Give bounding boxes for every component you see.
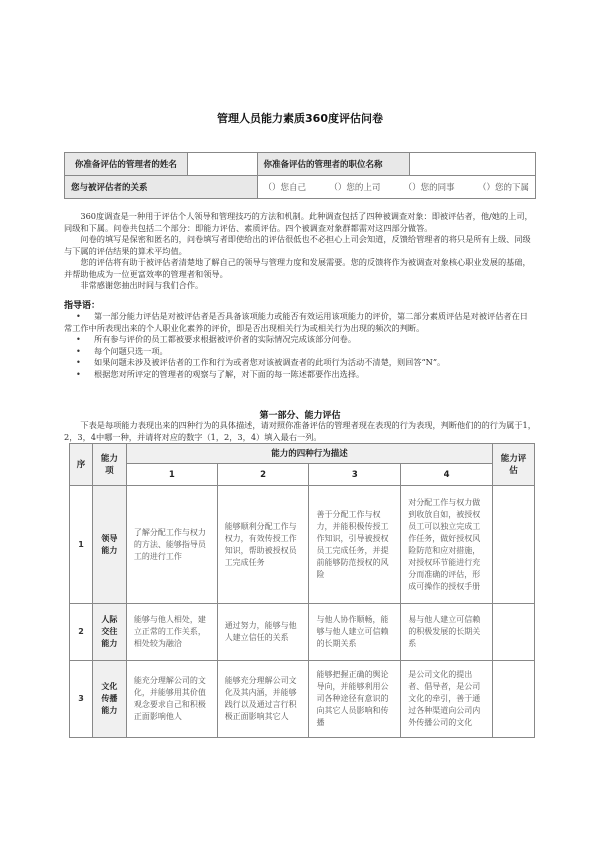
ability-table <box>69 443 535 738</box>
behavior-3: 与他人协作顺畅，能够与他人建立可信赖的长期关系 <box>309 604 401 661</box>
name-label: 你准备评估的管理者的姓名 <box>65 153 188 176</box>
row-no: 3 <box>70 661 93 738</box>
table-row <box>70 604 535 661</box>
guide-item: • 每个问题只选一项。 <box>64 346 536 358</box>
row-ability: 文化传播能力 <box>92 661 126 738</box>
page-title: 管理人员能力素质360度评估问卷 <box>217 112 383 125</box>
evaluatee-info-table <box>64 152 536 199</box>
behavior-1: 了解分配工作与权力的方法、能够指导员工的进行工作 <box>126 486 217 604</box>
intro-paragraph: 360度调查是一种用于评估个人领导和管理技巧的方法和机制。此种调查包括了四种被调查对象：即被评估者，他/她的上司，同级和下属。问卷共包括二个部分：即能力评估、素质评估。四个被调查对象群都需对这四部分做答。 <box>64 211 533 233</box>
guide-title: 指导语： <box>64 301 101 311</box>
section-desc-text: 下表是每项能力表现出来的四种行为的具体描述，请对照你准备评估的管理者现在表现的行为表现，判断他们的的行为属于1，2，3，4中哪一种，并请将对应的数字（1，2，3，4）填入最右一列。 <box>64 420 536 442</box>
behavior-1: 能够与他人相处，建立正常的工作关系，相处较为融洽 <box>126 604 217 661</box>
guide-item: • 根据您对所评定的管理者的观察与了解，对下面的每一陈述都要作出选择。 <box>64 369 536 381</box>
row-ability: 领导能力 <box>92 486 126 604</box>
option-peer[interactable]: （）您的同事 <box>403 183 455 193</box>
row-ability: 人际交往能力 <box>92 604 126 661</box>
behavior-4: 是公司文化的提出者、倡导者，是公司文化的牵引，善于通过各种渠道向公司内外传播公司的文化 <box>401 661 493 738</box>
rating-cell[interactable] <box>493 604 535 661</box>
guide-item: • 如果问题未涉及被评估者的工作和行为或者您对该被调查者的此项行为活动不清楚，则回答“N”。 <box>64 357 536 369</box>
behavior-2: 能够充分理解公司文化及其内涵，并能够践行以及通过言行积极正面影响其它人 <box>217 661 309 738</box>
header-level-3: 3 <box>309 464 401 486</box>
rating-cell[interactable] <box>493 661 535 738</box>
behavior-4: 对分配工作与权力做到收放自如，被授权员工可以独立完成工作任务，做好授权风险防范和应对措施，对授权环节能进行充分而准确的评估，形成可操作的授权手册 <box>401 486 493 604</box>
behavior-3: 善于分配工作与权力，并能积极传授工作知识，引导被授权员工完成任务，并提前能够防范授权的风险 <box>309 486 401 604</box>
behavior-2: 能够顺利分配工作与权力，有效传授工作知识，帮助被授权员工完成任务 <box>217 486 309 604</box>
header-level-2: 2 <box>217 464 309 486</box>
option-superior[interactable]: （）您的上司 <box>329 183 381 193</box>
guide-item: • 第一部分能力评估是对被评估者是否具备该项能力或能否有效运用该项能力的评价，第二部分素质评估是对被评估者在日常工作中所表现出来的个人职业化素养的评价，即是否出现相关行为或相关行为出现的频次的判断。 <box>64 311 536 334</box>
intro-paragraph: 非常感谢您抽出时间与我们合作。 <box>80 280 204 290</box>
relation-label: 您与被评估者的关系 <box>65 176 258 199</box>
intro <box>64 211 536 292</box>
row-no: 2 <box>70 604 93 661</box>
row-no: 1 <box>70 486 93 604</box>
guide-item: • 所有参与评价的员工都被要求根据被评价者的实际情况完成该部分问卷。 <box>64 334 536 346</box>
table-row <box>70 661 535 738</box>
option-self[interactable]: （）您自己 <box>263 183 307 193</box>
header-level-1: 1 <box>126 464 217 486</box>
header-no: 序 <box>70 444 93 486</box>
position-label: 你准备评估的管理者的职位名称 <box>257 153 410 176</box>
behavior-4: 易与他人建立可信赖的积极发展的长期关系 <box>401 604 493 661</box>
name-field[interactable] <box>187 153 257 176</box>
header-behaviors: 能力的四种行为描述 <box>126 444 492 464</box>
behavior-3: 能够把握正确的舆论导向，并能够利用公司各种途径有意识的向其它人员影响和传播 <box>309 661 401 738</box>
relation-options <box>264 181 529 193</box>
behavior-1: 能充分理解公司的文化，并能够用其价值观念要求自己和积极正面影响他人 <box>126 661 217 738</box>
header-rating: 能力评估 <box>493 444 535 486</box>
position-field[interactable] <box>410 153 536 176</box>
table-row <box>70 486 535 604</box>
intro-paragraph: 您的评估将有助于被评估者清楚地了解自己的领导与管理力度和发展需要。您的反馈将作为被调查对象核心职业发展的基础，并帮助他成为一位更富效率的管理者和领导。 <box>64 257 531 279</box>
header-item: 能力项 <box>92 444 126 486</box>
guide-list <box>64 311 536 380</box>
rating-cell[interactable] <box>493 486 535 604</box>
section-desc <box>64 420 536 443</box>
section-title: 第一部分、能力评估 <box>259 411 341 421</box>
option-subordinate[interactable]: （）您的下属 <box>477 183 529 193</box>
header-level-4: 4 <box>401 464 493 486</box>
behavior-2: 通过努力，能够与他人建立信任的关系 <box>217 604 309 661</box>
intro-paragraph: 问卷的填写是保密和匿名的，问卷填写者即使给出的评估很低也不必担心上司会知道，反馈给管理者的将只是所有上级、同级与下属的评估结果的算术平均值。 <box>64 234 531 256</box>
